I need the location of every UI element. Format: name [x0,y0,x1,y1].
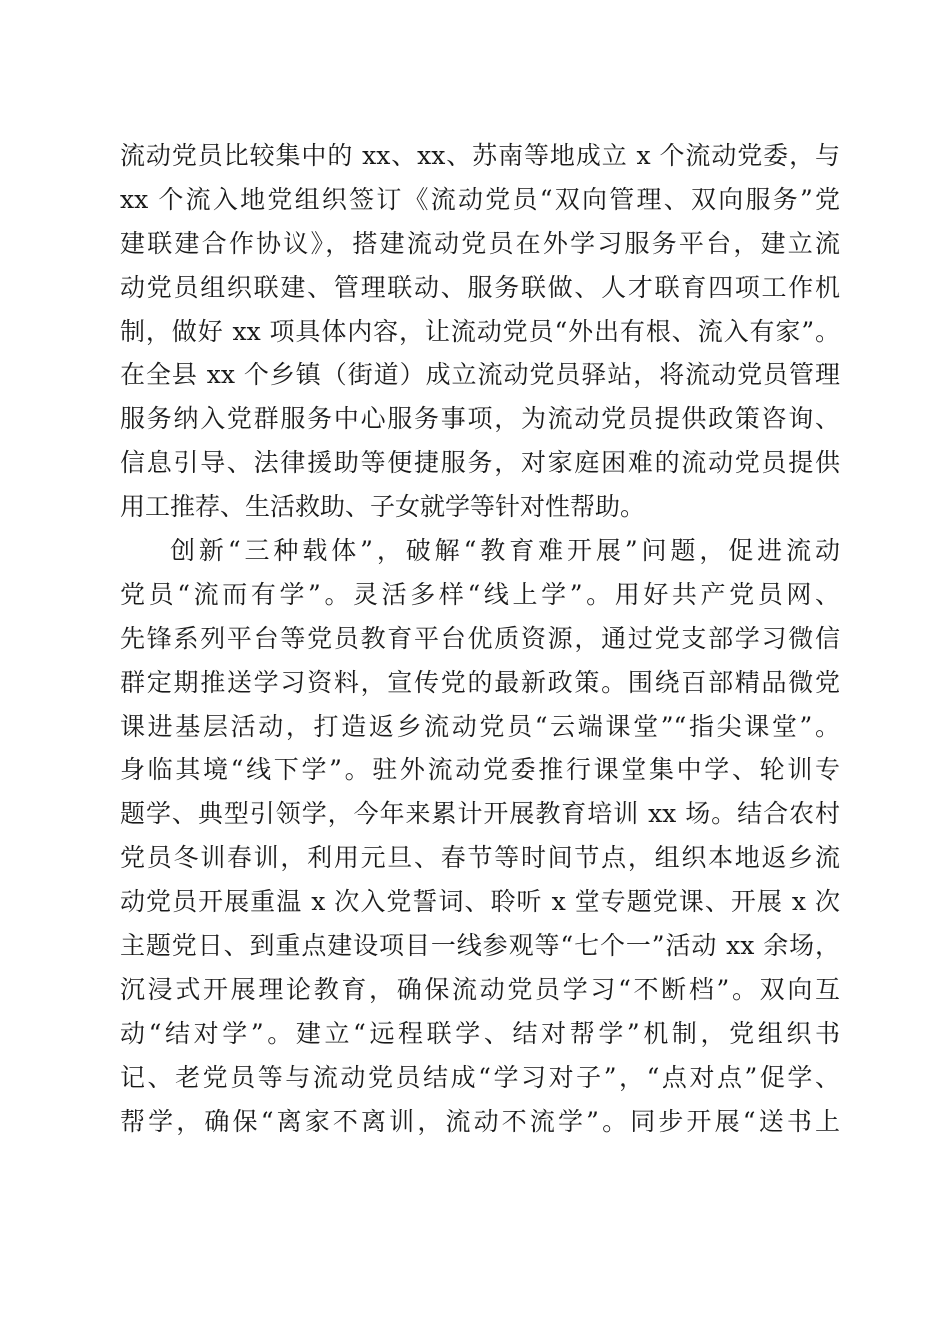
text-line: 制，做好 xx 项具体内容，让流动党员“外出有根、流入有家”。 [120,316,840,346]
text-line: 记、老党员等与流动党员结成“学习对子”，“点对点”促学、 [120,1062,840,1092]
text-line: 流动党员比较集中的 xx、xx、苏南等地成立 x 个流动党委，与 [120,141,840,170]
text-line: 课进基层活动，打造返乡流动党员“云端课堂”“指尖课堂”。 [120,711,840,741]
text-line: 沉浸式开展理论教育，确保流动党员学习“不断档”。双向互 [120,974,840,1004]
text-line: 党员“流而有学”。灵活多样“线上学”。用好共产党员网、 [120,579,840,609]
text-line: 创新“三种载体”，破解“教育难开展”问题，促进流动 [170,536,840,566]
text-line: 群定期推送学习资料，宣传党的最新政策。围绕百部精品微党 [120,667,840,697]
text-line: 用工推荐、生活救助、子女就学等针对性帮助。 [120,492,646,522]
text-line: 服务纳入党群服务中心服务事项，为流动党员提供政策咨询、 [120,404,840,434]
text-line: 在全县 xx 个乡镇（街道）成立流动党员驿站，将流动党员管理 [120,360,840,390]
paragraph-1 [120,134,840,529]
text-line: 先锋系列平台等党员教育平台优质资源，通过党支部学习微信 [120,623,840,653]
text-line: 动党员开展重温 x 次入党誓词、聆听 x 堂专题党课、开展 x 次 [120,887,840,917]
text-line: 题学、典型引领学，今年来累计开展教育培训 xx 场。结合农村 [120,799,840,829]
text-line: 身临其境“线下学”。驻外流动党委推行课堂集中学、轮训专 [120,755,840,785]
text-line: 信息引导、法律援助等便捷服务，对家庭困难的流动党员提供 [120,448,840,478]
text-line: 动“结对学”。建立“远程联学、结对帮学”机制，党组织书 [120,1018,840,1048]
text-line: 建联建合作协议》，搭建流动党员在外学习服务平台，建立流 [120,228,840,258]
document-body [120,134,840,1143]
text-line: xx 个流入地党组织签订《流动党员“双向管理、双向服务”党 [120,184,840,214]
text-line: 主题党日、到重点建设项目一线参观等“七个一”活动 xx 余场， [120,931,840,961]
text-line: 党员冬训春训，利用元旦、春节等时间节点，组织本地返乡流 [120,843,840,873]
text-line: 帮学，确保“离家不离训，流动不流学”。同步开展“送书上 [120,1106,840,1136]
text-line: 动党员组织联建、管理联动、服务联做、人才联育四项工作机 [120,272,840,302]
paragraph-2 [120,529,840,1143]
